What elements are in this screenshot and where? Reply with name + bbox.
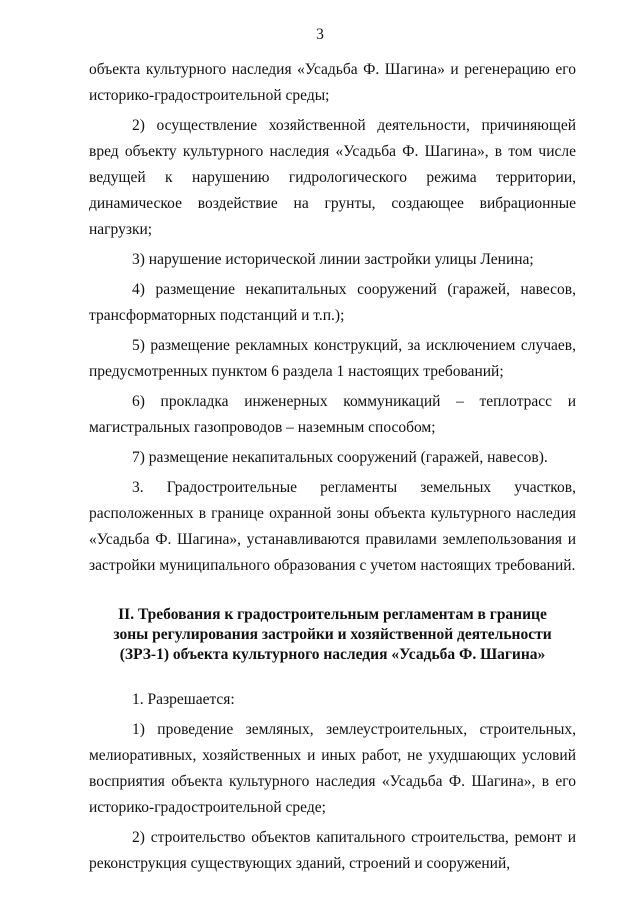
list-item-3: 3) нарушение исторической линии застройки улицы Ленина;: [132, 251, 534, 268]
section-heading-line-2: зоны регулирования застройки и хозяйственной деятельности: [113, 626, 552, 643]
clause-3: 3. Градостроительные регламенты земельных участков, расположенных в границе охранной зоны объекта культурного наследия «Усадьба Ф. Шагина», устанавливаются правилами землепользования и застройки муниципального образования с учетом настоящих требований.: [89, 479, 576, 574]
page-number: 3: [316, 26, 324, 43]
list-item-7: 7) размещение некапитальных сооружений (гаражей, навесов).: [132, 449, 548, 466]
list-item-4: 4) размещение некапитальных сооружений (гаражей, навесов, трансформаторных подстанций и т.п.);: [89, 281, 576, 324]
allowed-item-2: 2) строительство объектов капитального строительства, ремонт и реконструкция существующих зданий, строений и сооружений,: [89, 829, 576, 872]
list-item-5: 5) размещение рекламных конструкций, за исключением случаев, предусмотренных пунктом 6 раздела 1 настоящих требований;: [89, 337, 576, 380]
section-heading-line-1: II. Требования к градостроительным регламентам в границе: [118, 606, 547, 623]
list-item-6: 6) прокладка инженерных коммуникаций – теплотрасс и магистральных газопроводов – наземным способом;: [89, 393, 576, 436]
allowed-item-1: 1) проведение земляных, землеустроительных, строительных, мелиоративных, хозяйственных и иных работ, не ухудшающих условий восприятия объекта культурного наследия «Усадьба Ф. Шагина», в его историко-градостроительной среде;: [89, 721, 576, 816]
list-item-2: 2) осуществление хозяйственной деятельности, причиняющей вред объекту культурного наследия «Усадьба Ф. Шагина», в том числе ведущей к нарушению гидрологического режима территории, динамическое воздействие на грунты, создающее вибрационные нагрузки;: [89, 117, 576, 238]
section-heading-line-3: (ЗРЗ-1) объекта культурного наследия «Усадьба Ф. Шагина»: [119, 646, 546, 663]
clause-1-allowed: 1. Разрешается:: [132, 691, 235, 708]
document-body: [89, 57, 576, 881]
paragraph-continuation: объекта культурного наследия «Усадьба Ф. Шагина» и регенерацию его историко-градостроительной среды;: [89, 61, 576, 104]
section-heading: [89, 605, 576, 665]
